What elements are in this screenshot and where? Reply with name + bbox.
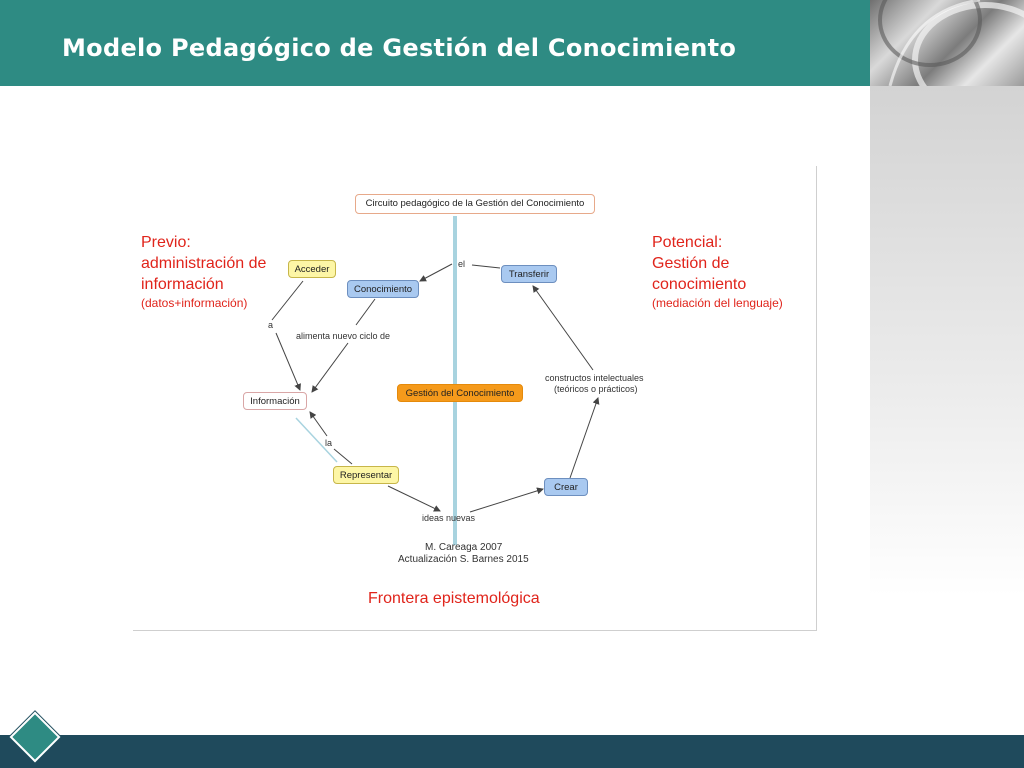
node-ideas-nuevas: ideas nuevas [422, 513, 476, 523]
left-label-line1: Previo: [141, 234, 191, 251]
center-node: Gestión del Conocimiento [397, 384, 523, 402]
link-label-alimenta: alimenta nuevo ciclo de [296, 331, 391, 341]
slide-footer [0, 735, 1024, 768]
link-label-el: el [458, 259, 466, 269]
right-label-line2: Gestión de [652, 255, 730, 272]
left-label [141, 232, 266, 312]
arrow-transferir-to-conocimiento [472, 265, 500, 268]
arrow-alimenta-to-informacion [312, 343, 348, 392]
arrow-el-to-conocimiento [420, 264, 452, 281]
arrow-ideas-to-crear [470, 489, 543, 512]
link-label-la: la [325, 438, 333, 448]
node-constructos-line1: constructos intelectuales [545, 373, 644, 383]
node-representar: Representar [333, 466, 399, 484]
arrow-la-to-informacion [310, 412, 327, 436]
link-label-a: a [268, 320, 274, 330]
node-acceder: Acceder [288, 260, 336, 278]
right-label-line1: Potencial: [652, 234, 723, 251]
arrow-crear-to-constructos [570, 398, 598, 478]
arrow-conocimiento-to-alimenta [356, 299, 375, 325]
node-conocimiento: Conocimiento [347, 280, 419, 298]
frontera-label: Frontera epistemológica [368, 590, 540, 607]
node-informacion: Información [243, 392, 307, 410]
node-transferir: Transferir [501, 265, 557, 283]
top-node: Circuito pedagógico de la Gestión del Conocimiento [355, 194, 595, 214]
node-constructos-line2: (teóricos o prácticos) [554, 384, 638, 394]
right-label [652, 232, 783, 312]
left-label-line3: información [141, 276, 224, 293]
arrow-a-to-informacion [276, 333, 300, 390]
right-label-line4: (mediación del lenguaje) [652, 296, 783, 310]
credit-line2: Actualización S. Barnes 2015 [398, 554, 529, 565]
left-label-line4: (datos+información) [141, 296, 248, 310]
right-label-line3: conocimiento [652, 276, 747, 293]
arrow-acceder-to-informacion [272, 281, 303, 320]
node-crear: Crear [544, 478, 588, 496]
arrow-representar-to-ideas [388, 486, 440, 511]
slide-title: Modelo Pedagógico de Gestión del Conocimiento [62, 34, 737, 62]
credit-line1: M. Careaga 2007 [425, 542, 503, 553]
arrow-constructos-to-transferir [533, 286, 593, 370]
left-label-line2: administración de [141, 255, 267, 272]
